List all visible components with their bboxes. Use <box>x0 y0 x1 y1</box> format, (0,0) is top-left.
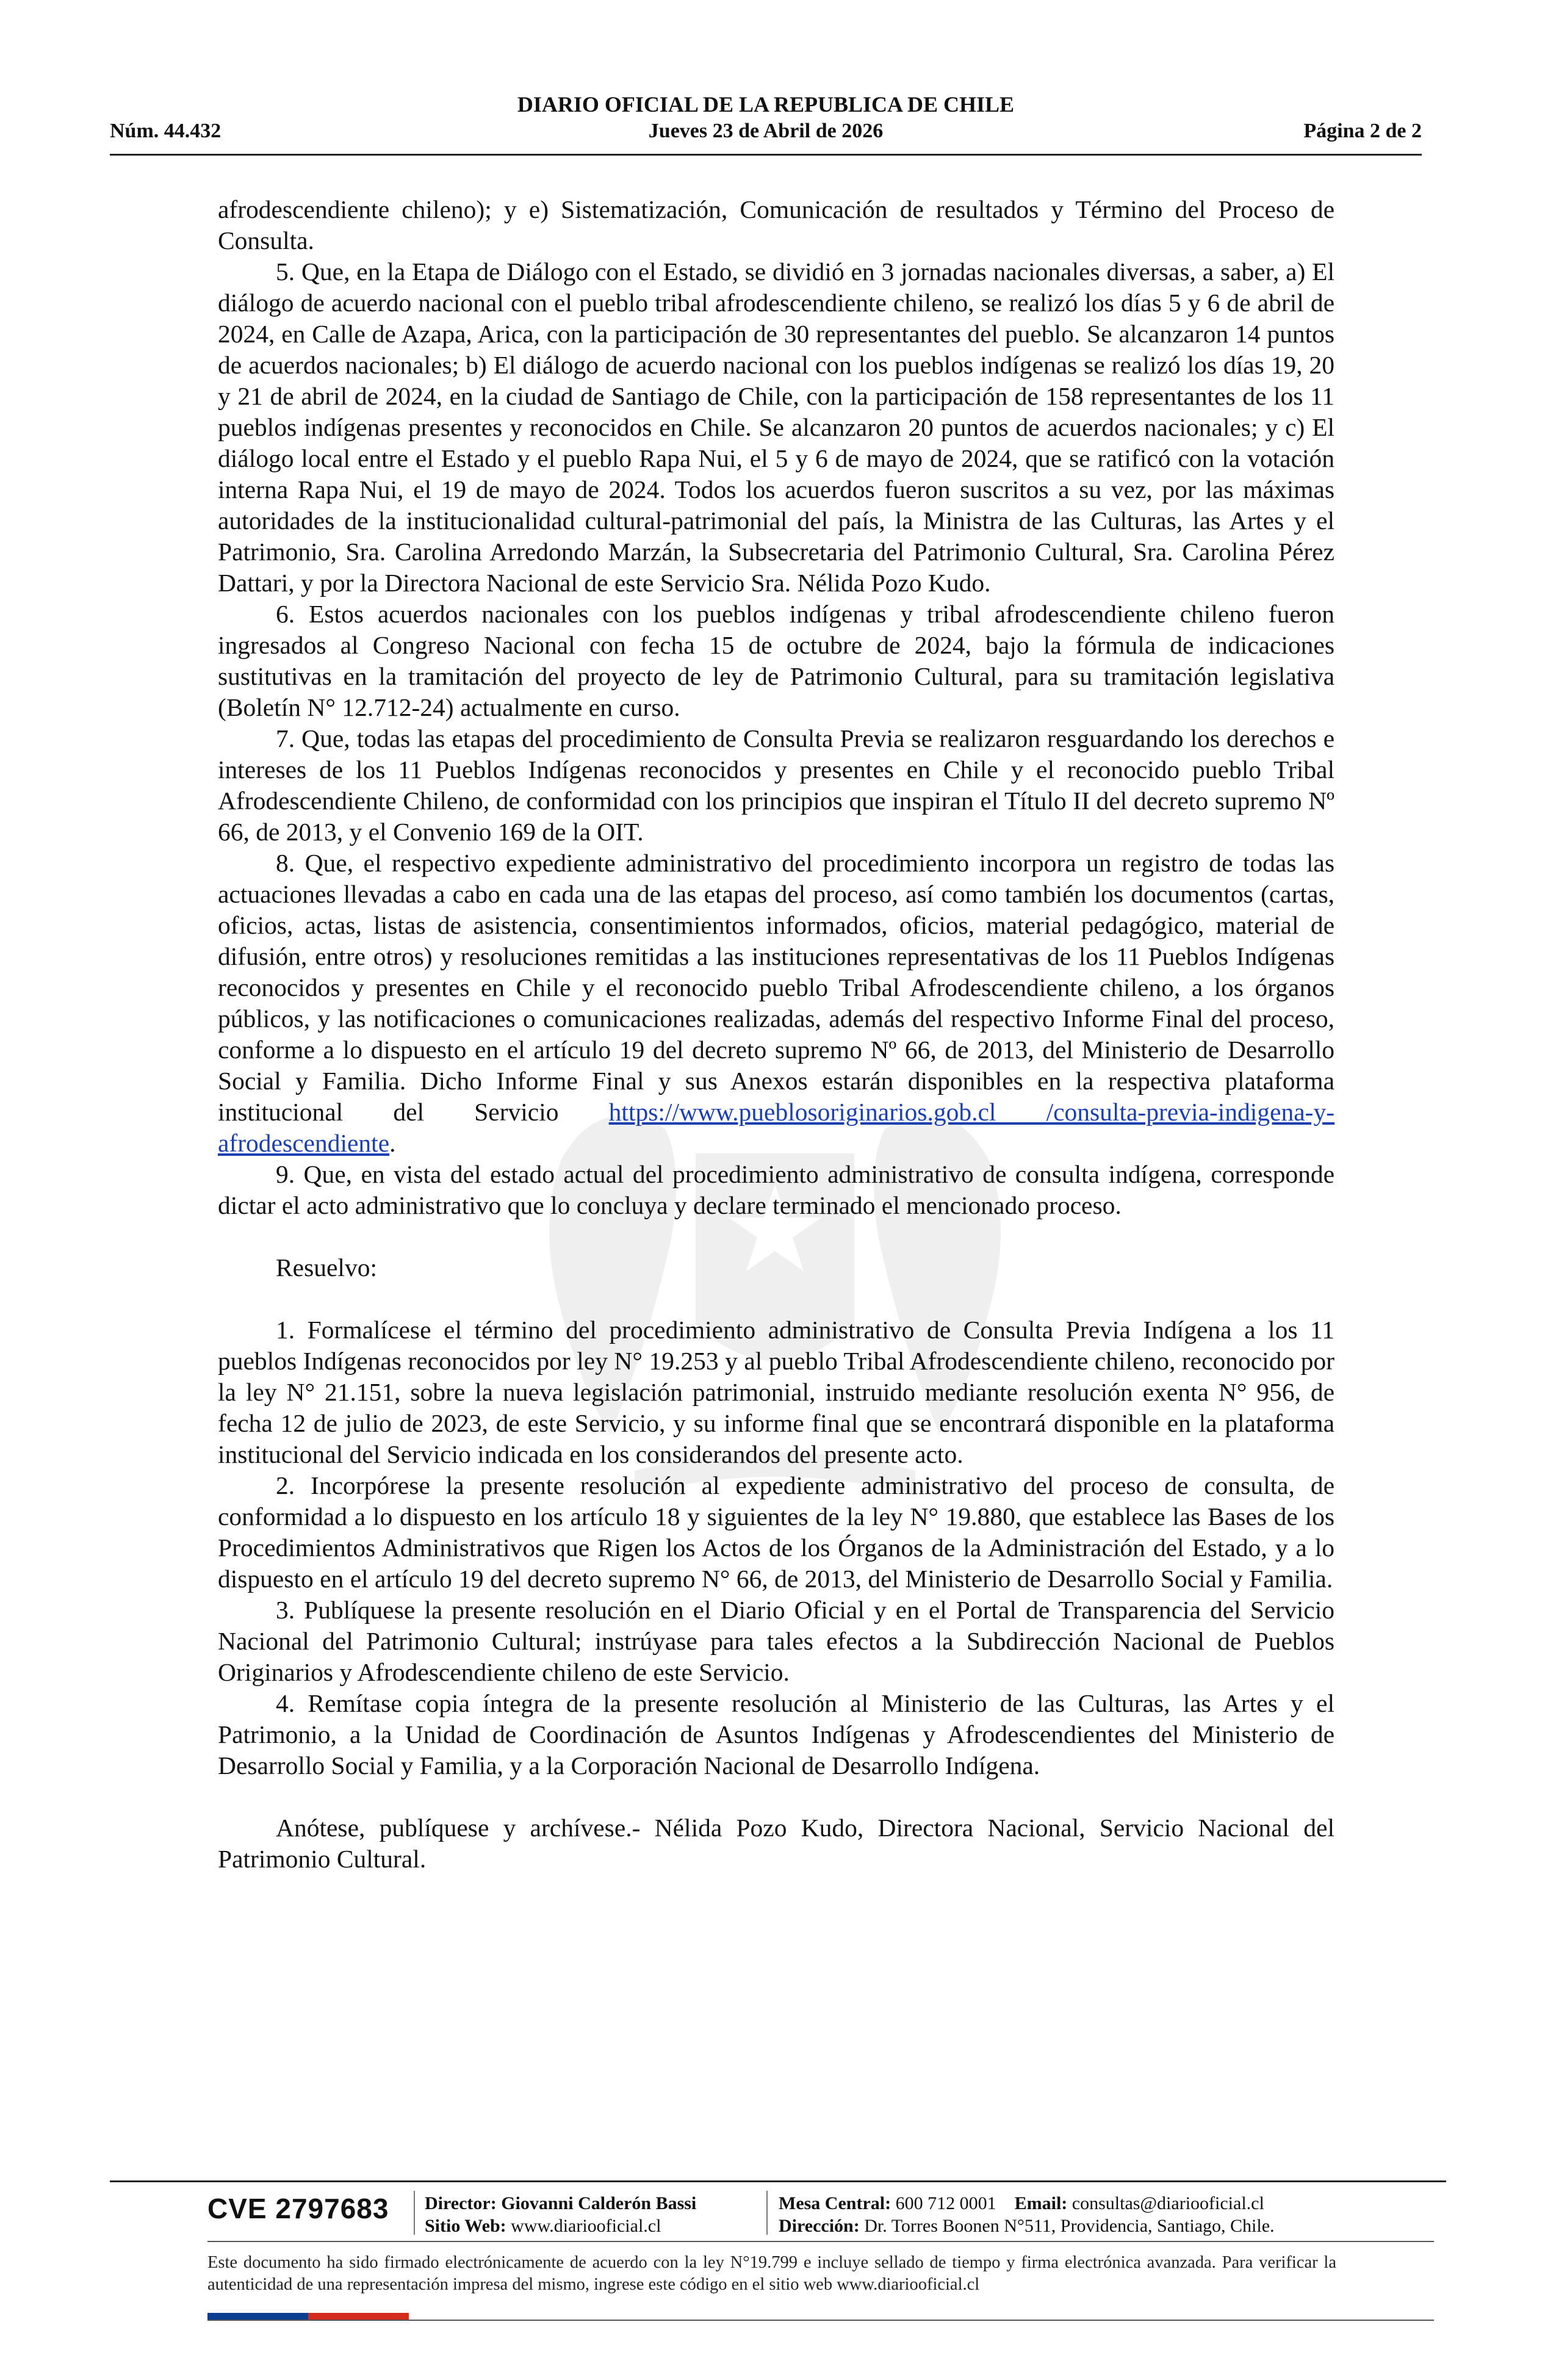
footer-divider-bottom <box>207 2320 1434 2321</box>
closing-signature: Anótese, publíquese y archívese.- Nélida Pozo Kudo, Directora Nacional, Servicio Nacional del Patrimonio Cultural. <box>218 1814 1334 1873</box>
footer-separator <box>414 2191 415 2235</box>
footer-divider-top <box>110 2180 1446 2182</box>
web-label: Sitio Web: <box>425 2216 506 2236</box>
footer-contact-block <box>779 2192 1275 2237</box>
email-address[interactable]: consultas@diariooficial.cl <box>1072 2193 1264 2213</box>
resolution-3: 3. Publíquese la presente resolución en el Diario Oficial y en el Portal de Transparencia del Servicio Nacional del Patrimonio Cultural; instrúyase para tales efectos a la Subdirección Nacional de Pueblos Originarios y Afrodescendiente chileno de este Servicio. <box>218 1596 1334 1686</box>
web-url[interactable]: www.diariooficial.cl <box>511 2216 661 2236</box>
paragraph-continuation: afrodescendiente chileno); y e) Sistematización, Comunicación de resultados y Término del Proceso de Consulta. <box>218 195 1334 254</box>
footer-separator <box>766 2191 768 2235</box>
consulta-previa-link[interactable]: https://www.pueblosoriginarios.gob.cl /consulta-previa-indigena-y-afrodescendiente <box>218 1098 1335 1157</box>
paragraph-5: 5. Que, en la Etapa de Diálogo con el Estado, se dividió en 3 jornadas nacionales diversas, a saber, a) El diálogo de acuerdo nacional con el pueblo tribal afrodescendiente chileno, se realizó los días 5 y 6 de abril de 2024, en Calle de Azapa, Arica, con la participación de 30 representantes del pueblo. Se alcanzaron 14 puntos de acuerdos nacionales; b) El diálogo de acuerdo nacional con los pueblos indígenas se realizó los días 19, 20 y 21 de abril de 2024, en la ciudad de Santiago de Chile, con la participación de 158 representantes de los 11 pueblos indígenas presentes y reconocidos en Chile. Se alcanzaron 20 puntos de acuerdos nacionales; y c) El diálogo local entre el Estado y el pueblo Rapa Nui, el 5 y 6 de mayo de 2024, que se ratificó con la votación interna Rapa Nui, el 19 de mayo de 2024. Todos los acuerdos fueron suscritos a su vez, por las máximas autoridades de la institucionalidad cultural-patrimonial del país, la Ministra de las Culturas, las Artes y el Patrimonio, Sra. Carolina Arredondo Marzán, la Subsecretaria del Patrimonio Cultural, Sra. Carolina Pérez Dattari, y por la Directora Nacional de este Servicio Sra. Nélida Pozo Kudo. <box>218 258 1334 597</box>
paragraph-8 <box>218 848 1334 1159</box>
resolution-2: 2. Incorpórese la presente resolución al expediente administrativo del proceso de consulta, de conformidad a lo dispuesto en los artículo 18 y siguientes de la ley N° 19.880, que establece las Bases de los Procedimientos Administrativos que Rigen los Actos de los Órganos de la Administración del Estado, y a lo dispuesto en el artículo 19 del decreto supremo N° 66, de 2013, del Ministerio de Desarrollo Social y Familia. <box>218 1471 1334 1593</box>
direccion-label: Dirección: <box>779 2216 860 2236</box>
page-header <box>110 92 1422 153</box>
paragraph-8-text: 8. Que, el respectivo expediente administrativo del procedimiento incorpora un registro de todas las actuaciones llevadas a cabo en cada una de las etapas del proceso, así como también los documentos (cartas, oficios, actas, listas de asistencia, consentimientos informados, oficios, material pedagógico, material de difusión, entre otros) y resoluciones remitidas a las instituciones representativas de los 11 Pueblos Indígenas reconocidos y presentes en Chile y el reconocido pueblo Tribal Afrodescendiente chileno, a los órganos públicos, y las notificaciones o comunicaciones realizadas, además del respectivo Informe Final del proceso, conforme a lo dispuesto en el artículo 19 del decreto supremo Nº 66, de 2013, del Ministerio de Desarrollo Social y Familia. Dicho Informe Final y sus Anexos estarán disponibles en la respectiva plataforma institucional del Servicio <box>218 849 1334 1126</box>
mesa-label: Mesa Central: <box>779 2193 891 2213</box>
issue-date: Jueves 23 de Abril de 2026 <box>648 120 884 142</box>
footer-divider-middle <box>207 2241 1434 2242</box>
paragraph-8-end: . <box>389 1129 396 1157</box>
paragraph-7: 7. Que, todas las etapas del procedimiento de Consulta Previa se realizaron resguardando los derechos e intereses de los 11 Pueblos Indígenas reconocidos y presentes en Chile y el reconocido pueblo Tribal Afrodescendiente Chileno, de conformidad con los principios que inspiran el Título II del decreto supremo Nº 66, de 2013, y el Convenio 169 de la OIT. <box>218 724 1334 846</box>
director-name: Giovanni Calderón Bassi <box>501 2193 697 2213</box>
journal-title: DIARIO OFICIAL DE LA REPUBLICA DE CHILE <box>517 92 1015 117</box>
resuelvo-heading: Resuelvo: <box>276 1253 377 1282</box>
resolution-1: 1. Formalícese el término del procedimiento administrativo de Consulta Previa Indígena a los 11 pueblos Indígenas reconocidos por ley N° 19.253 y al pueblo Tribal Afrodescendiente chileno, reconocido por la ley N° 21.151, sobre la nueva legislación patrimonial, instruido mediante resolución exenta N° 956, de fecha 12 de julio de 2023, de este Servicio, y su informe final que se encontrará disponible en la plataforma institucional del Servicio indicada en los considerandos del presente acto. <box>218 1316 1334 1468</box>
email-label: Email: <box>1014 2193 1068 2213</box>
issue-number: Núm. 44.432 <box>110 120 222 142</box>
director-label: Director: <box>425 2193 497 2213</box>
direccion-value: Dr. Torres Boonen N°511, Providencia, Santiago, Chile. <box>864 2216 1275 2236</box>
header-divider <box>110 154 1422 156</box>
cve-code: CVE 2797683 <box>207 2193 389 2224</box>
paragraph-9: 9. Que, en vista del estado actual del procedimiento administrativo de consulta indígena, corresponde dictar el acto administrativo que lo concluya y declare terminado el mencionado proceso. <box>218 1160 1334 1219</box>
resolution-4: 4. Remítase copia íntegra de la presente resolución al Ministerio de las Culturas, las Artes y el Patrimonio, a la Unidad de Coordinación de Asuntos Indígenas y Afrodescendientes del Ministerio de Desarrollo Social y Familia, y a la Corporación Nacional de Desarrollo Indígena. <box>218 1689 1334 1780</box>
paragraph-6: 6. Estos acuerdos nacionales con los pueblos indígenas y tribal afrodescendiente chileno fueron ingresados al Congreso Nacional con fecha 15 de octubre de 2024, bajo la fórmula de indicaciones sustitutivas en la tramitación del proyecto de ley de Patrimonio Cultural, para su tramitación legislativa (Boletín N° 12.712-24) actualmente en curso. <box>218 600 1334 721</box>
footer-director-block <box>425 2192 696 2237</box>
mesa-phone: 600 712 0001 <box>895 2193 996 2213</box>
document-body <box>218 194 1334 1875</box>
page-number: Página 2 de 2 <box>1303 120 1422 142</box>
signature-disclaimer: Este documento ha sido firmado electrónicamente de acuerdo con la ley N°19.799 e incluye sellado de tiempo y firma electrónica avanzada. Para verificar la autenticidad de una representación impresa del mismo, ingrese este código en el sitio web www.diariooficial.cl <box>207 2253 1336 2294</box>
